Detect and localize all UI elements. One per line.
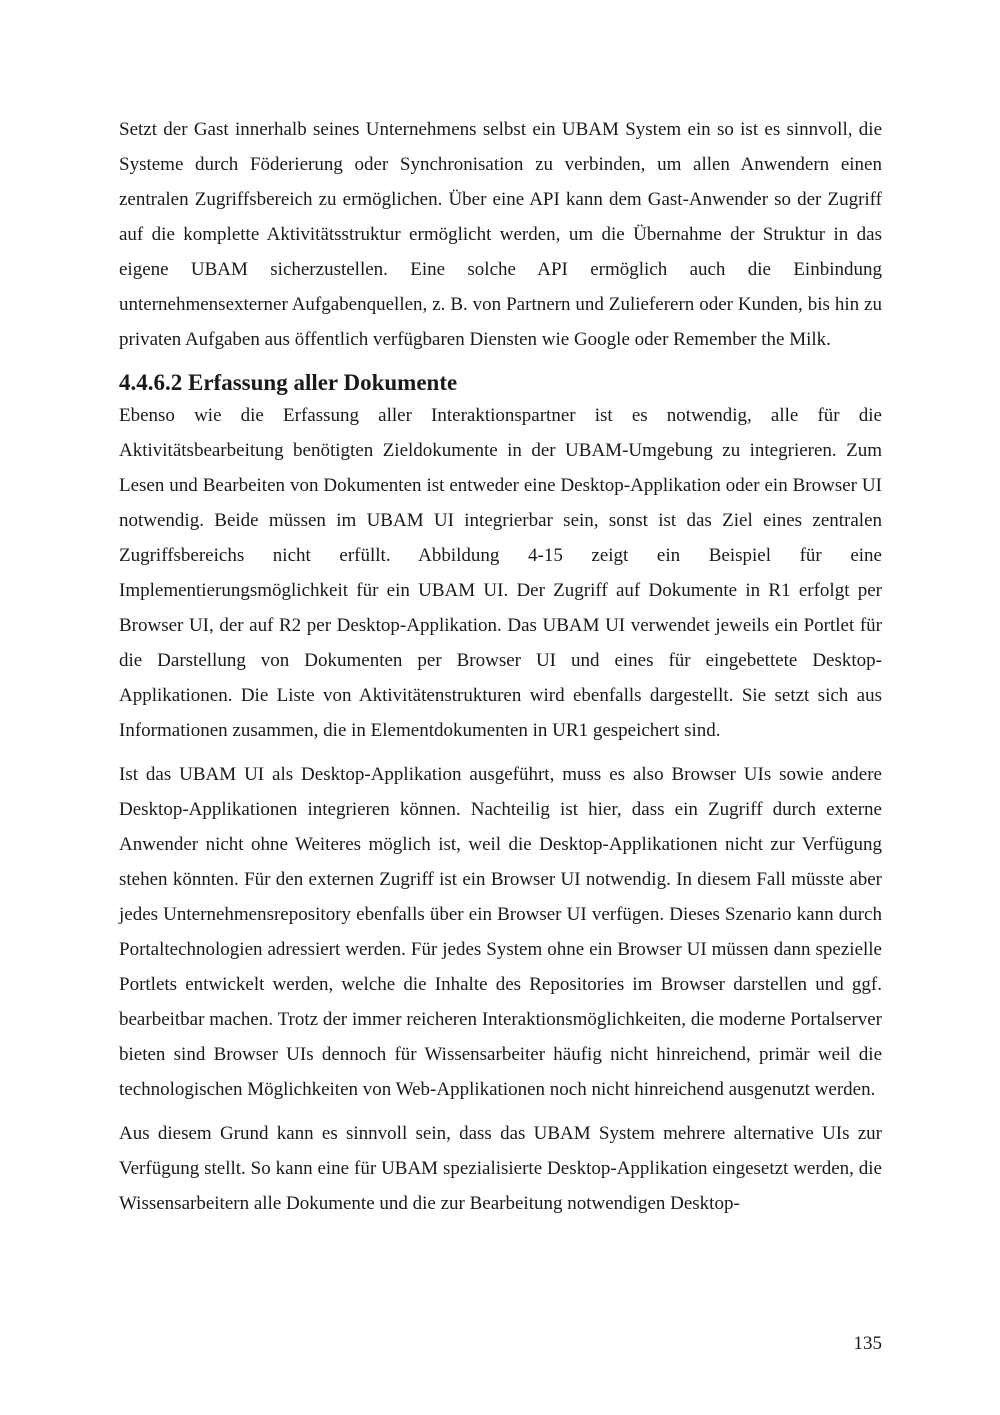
body-paragraph: Aus diesem Grund kann es sinnvoll sein, dass das UBAM System mehrere alternative UIs zur Verfügung stellt. So kann eine für UBAM spezialisierte Desktop-Applikation eingesetzt werden, die Wissensarbeitern alle Dokumente und die zur Bearbeitung notwendigen Desktop- — [119, 1123, 882, 1214]
document-page — [119, 112, 882, 1221]
section-heading: 4.4.6.2 Erfassung aller Dokumente — [119, 370, 458, 395]
body-paragraph: Setzt der Gast innerhalb seines Unternehmens selbst ein UBAM System ein so ist es sinnvoll, die Systeme durch Föderierung oder Synchronisation zu verbinden, um allen Anwendern einen zentralen Zugriffsbereich zu ermöglichen. Über eine API kann dem Gast-Anwender so der Zugriff auf die komplette Aktivitätsstruktur ermöglicht werden, um die Übernahme der Struktur in das eigene UBAM sicherzustellen. Eine solche API ermöglich auch die Einbindung unternehmensexterner Aufgabenquellen, z. B. von Partnern und Zulieferern oder Kunden, bis hin zu privaten Aufgaben aus öffentlich verfügbaren Diensten wie Google oder Remember the Milk. — [119, 119, 882, 350]
body-paragraph: Ebenso wie die Erfassung aller Interaktionspartner ist es notwendig, alle für die Aktivitätsbearbeitung benötigten Zieldokumente in der UBAM-Umgebung zu integrieren. Zum Lesen und Bearbeiten von Dokumenten ist entweder eine Desktop-Applikation oder ein Browser UI notwendig. Beide müssen im UBAM UI integrierbar sein, sonst ist das Ziel eines zentralen Zugriffsbereichs nicht erfüllt. Abbildung 4-15 zeigt ein Beispiel für eine Implementierungsmöglichkeit für ein UBAM UI. Der Zugriff auf Dokumente in R1 erfolgt per Browser UI, der auf R2 per Desktop-Applikation. Das UBAM UI verwendet jeweils ein Portlet für die Darstellung von Dokumenten per Browser UI und eines für eingebettete Desktop-Applikationen. Die Liste von Aktivitätenstrukturen wird ebenfalls dargestellt. Sie setzt sich aus Informationen zusammen, die in Elementdokumenten in UR1 gespeichert sind. — [119, 405, 882, 741]
page-number: 135 — [853, 1333, 882, 1354]
body-paragraph: Ist das UBAM UI als Desktop-Applikation ausgeführt, muss es also Browser UIs sowie andere Desktop-Applikationen integrieren können. Nachteilig ist hier, dass ein Zugriff durch externe Anwender nicht ohne Weiteres möglich ist, weil die Desktop-Applikationen nicht zur Verfügung stehen könnten. Für den externen Zugriff ist ein Browser UI notwendig. In diesem Fall müsste aber jedes Unternehmensrepository ebenfalls über ein Browser UI verfügen. Dieses Szenario kann durch Portaltechnologien adressiert werden. Für jedes System ohne ein Browser UI müssen dann spezielle Portlets entwickelt werden, welche die Inhalte des Repositories im Browser darstellen und ggf. bearbeitbar machen. Trotz der immer reicheren Interaktionsmöglichkeiten, die moderne Portalserver bieten sind Browser UIs dennoch für Wissensarbeiter häufig nicht hinreichend, primär weil die technologischen Möglichkeiten von Web-Applikationen noch nicht hinreichend ausgenutzt werden. — [119, 764, 882, 1100]
